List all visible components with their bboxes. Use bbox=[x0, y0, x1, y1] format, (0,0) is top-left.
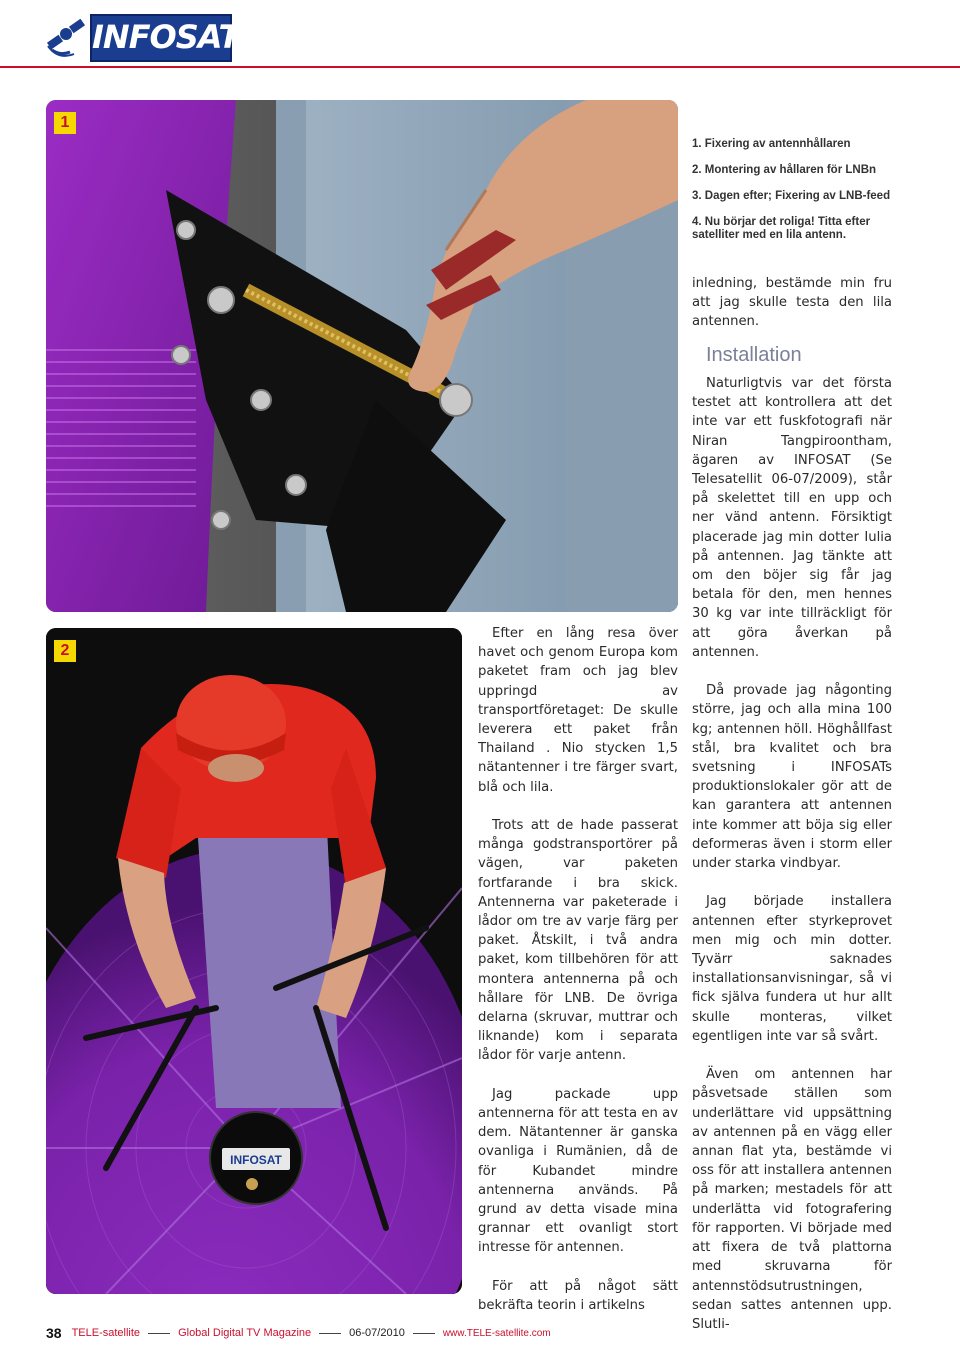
hub-logo-label: INFOSAT bbox=[230, 1153, 282, 1167]
satellite-icon bbox=[44, 16, 92, 58]
paragraph: Efter en lång resa över havet och genom Europa kom paketet fram och jag blev uppringd av transportföretaget: De skulle leverera ett paket från Thailand . Nio stycken 1,5 nätantenner i tre färger svart, blå och lila. bbox=[478, 626, 678, 795]
caption-2: 2. Montering av hållaren för LNBn bbox=[692, 164, 877, 176]
caption-3: 3. Dagen efter; Fixering av LNB-feed bbox=[692, 190, 891, 202]
magazine-subtitle: Global Digital TV Magazine bbox=[178, 1327, 312, 1339]
article-column-right-intro bbox=[692, 274, 892, 351]
paragraph: Då provade jag någonting större, jag och alla mina 100 kg; antennen höll. Höghållfast stål, bra kvalitet och bra svetsning i INFOSATs produktionslokaler gör att de kan garantera att antennen inte kommer att böja sig eller deformeras även i storm eller under starka vindbyar. bbox=[692, 683, 892, 872]
paragraph: Även om antennen har påsvetsade ställen som underlättare vid uppsättning av antennen på en vägg eller annan flat yta, bestämde vi oss för att installera antennen på marken; mestadels för att underlätta vid fotografering för rapporten. Vi började med att fixera de två plattorna med skruvarna för antennstödsutrustningen, sedan sattes antennen upp. Slutli- bbox=[692, 1067, 892, 1332]
caption-4: 4. Nu börjar det roliga! Titta efter satelliter med en lila antenn. bbox=[692, 216, 871, 241]
paragraph: inledning, bestämde min fru att jag skulle testa den lila antennen. bbox=[692, 276, 892, 330]
photo2-number-badge: 2 bbox=[54, 640, 76, 662]
footer-dash bbox=[319, 1333, 341, 1334]
paragraph: Jag började installera antennen efter styrkeprovet men mig och min dotter. Tyvärr saknades installationsanvisningar, så vi fick själva fundera ut hur allt skulle monteras, vilket egentligen inte var så svårt. bbox=[692, 894, 892, 1044]
photo1-number-badge: 1 bbox=[54, 112, 76, 134]
caption-1: 1. Fixering av antennhållaren bbox=[692, 138, 851, 150]
issue-date: 06-07/2010 bbox=[349, 1327, 405, 1339]
article-column-right bbox=[692, 374, 892, 1353]
photo-captions bbox=[692, 138, 892, 255]
article-column-middle bbox=[478, 624, 678, 1334]
magazine-name: TELE-satellite bbox=[71, 1327, 141, 1339]
logo-wordmark: INFOSAT bbox=[90, 14, 232, 62]
page-number: 38 bbox=[46, 1325, 62, 1341]
section-heading: Installation bbox=[706, 344, 802, 366]
infosat-logo bbox=[44, 14, 240, 60]
footer-dash bbox=[148, 1333, 170, 1334]
website-link[interactable]: www.TELE-satellite.com bbox=[442, 1327, 551, 1339]
paragraph: Jag packade upp antennerna för att testa en av dem. Nätantenner är ganska ovanliga i Rumänien, då de för Kubandet mindre antennerna används. På grund av detta visade mina grannar ett ovanligt stort intresse för antennen. bbox=[478, 1086, 678, 1256]
photo-antenna-holder bbox=[46, 100, 678, 612]
paragraph: Naturligtvis var det första testet att kontrollera att det inte var ett fuskfotografi när Niran Tangpiroontham, ägaren av INFOSAT (Se Telesatellit 06-07/2009), står på skelettet till en upp och ner vänd antenn. Försiktigt placerade jag min dotter Iulia på antennen. Jag tänkte att om den böjer sig får jag betala för den, men hennes 30 kg var inte tillräckligt för att göra åverkan på antennen. bbox=[692, 376, 892, 660]
header-divider bbox=[0, 66, 960, 68]
footer-dash bbox=[413, 1333, 435, 1334]
paragraph: Trots att de hade passerat många godstransportörer på vägen, var paketen fortfarande i bra skick. Antennerna var paketerade i lådor om tre av varje färg per paket. Åtskilt, i två andra paket, kom tillbehören för att montera antennerna på och hållare för LNB. De övriga delarna (skruvar, muttrar och liknande) kom i separata lådor för varje antenn. bbox=[478, 818, 678, 1064]
paragraph: För att på något sätt bekräfta teorin i artikelns bbox=[478, 1278, 678, 1314]
photo-man-assembling-antenna bbox=[46, 628, 462, 1294]
page-footer bbox=[46, 1323, 926, 1343]
